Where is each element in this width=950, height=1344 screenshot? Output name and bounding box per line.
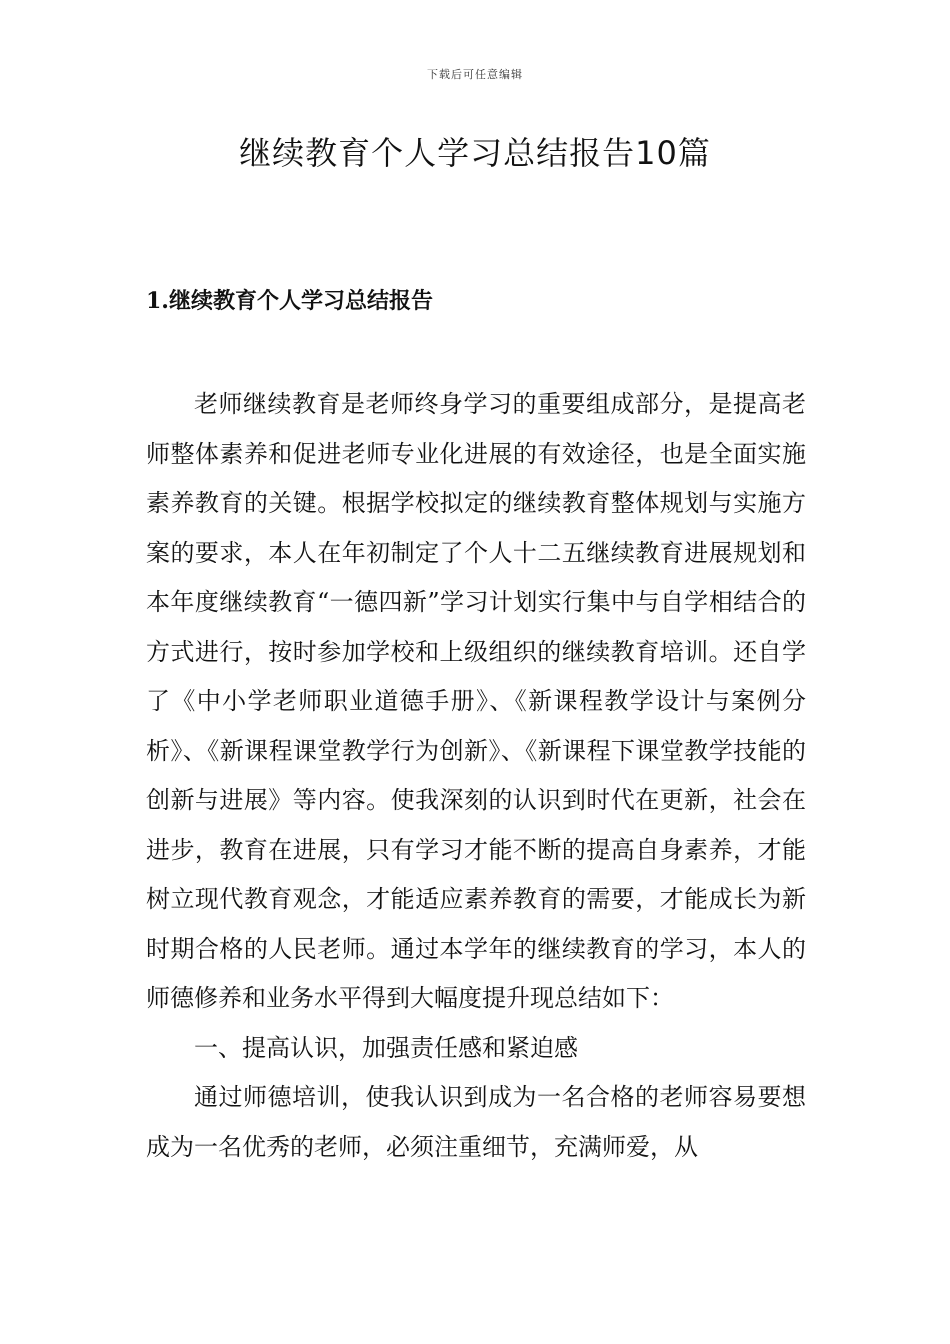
body-text (146, 380, 806, 1172)
section-heading: 1.继续教育个人学习总结报告 (146, 288, 433, 314)
paragraph-continuation: 通过师德培训，使我认识到成为一名合格的老师容易要想成为一名优秀的老师，必须注重细节，充满师爱，从 (146, 1083, 806, 1161)
paragraph-intro: 老师继续教育是老师终身学习的重要组成部分，是提高老师整体素养和促进老师专业化进展的有效途径，也是全面实施素养教育的关键。根据学校拟定的继续教育整体规划与实施方案的要求，本人在年初制定了个人十二五继续教育进展规划和本年度继续教育“一德四新”学习计划实行集中与自学相结合的方式进行，按时参加学校和上级组织的继续教育培训。还自学了《中小学老师职业道德手册》、《新课程教学设计与案例分析》、《新课程课堂教学行为创新》、《新课程下课堂教学技能的创新与进展》等内容。使我深刻的认识到时代在更新，社会在进步，教育在进展，只有学习才能不断的提高自身素养，才能树立现代教育观念，才能适应素养教育的需要，才能成长为新时期合格的人民老师。通过本学年的继续教育的学习，本人的师德修养和业务水平得到大幅度提升现总结如下： (146, 390, 806, 1012)
paragraph-subheading: 一、提高认识，加强责任感和紧迫感 (194, 1033, 578, 1062)
header-note: 下载后可任意编辑 (427, 68, 523, 81)
document-title: 继续教育个人学习总结报告10篇 (239, 134, 711, 172)
